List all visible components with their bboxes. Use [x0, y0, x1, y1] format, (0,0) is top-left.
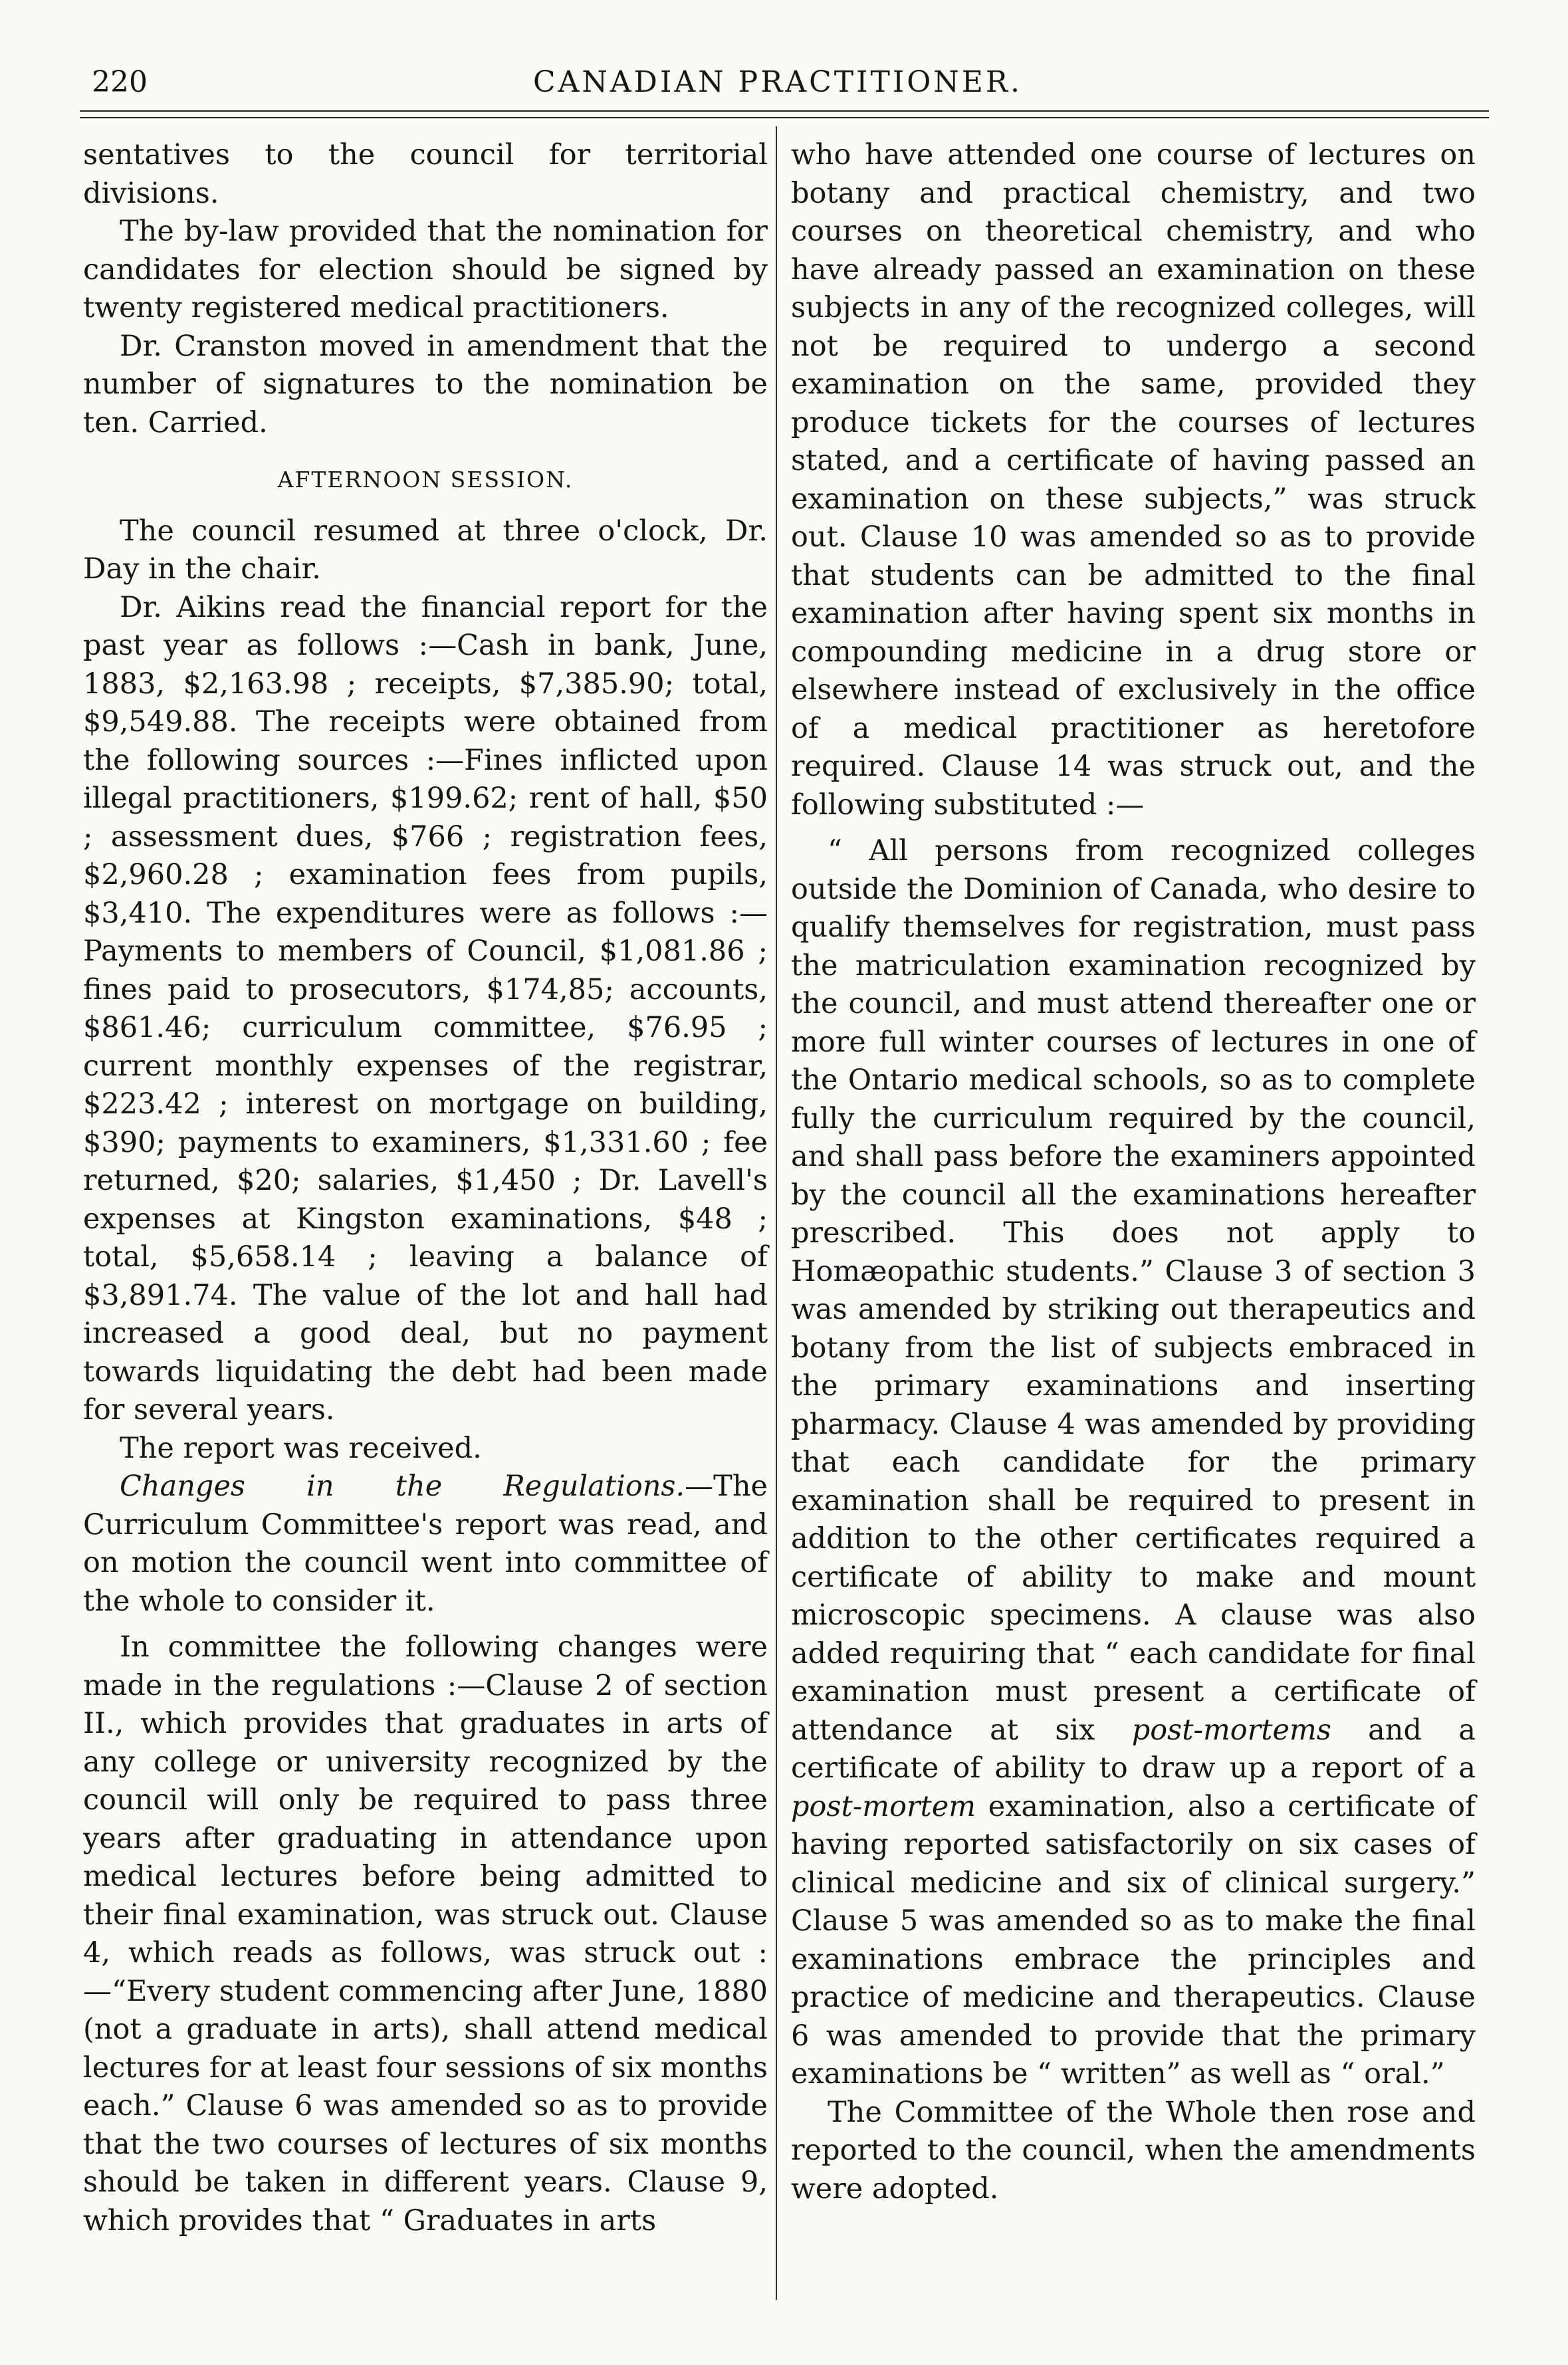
left-column: [83, 136, 768, 2240]
header-rule-bottom: [80, 117, 1489, 118]
paragraph: The Committee of the Whole then rose and reported to the council, when the amendments were adopted.: [791, 2095, 1476, 2205]
italic-heading: Changes in the Regulations.: [120, 1470, 685, 1503]
paragraph: The by-law provided that the nomination for candidates for election should be signed by twenty registered medical practitioners.: [83, 215, 768, 324]
paragraph: Dr. Cranston moved in amendment that the number of signatures to the nomination be ten. Carried.: [83, 329, 768, 439]
column-divider: [776, 126, 777, 2300]
paragraph: In committee the following changes were made in the regulations :—Clause 2 of section II., which provides that graduates in arts of any college or university recognized by the council will only be required to pass three years after graduating in attendance upon medical lectures before being admitted to their final examination, was struck out. Clause 4, which reads as follows, was struck out :—“Every student commencing after June, 1880 (not a graduate in arts), shall attend medical lectures for at least four sessions of six months each.” Clause 6 was amended so as to provide that the two courses of lectures of six months should be taken in different years. Clause 9, which provides that “ Graduates in arts: [83, 1631, 768, 2237]
running-title: CANADIAN PRACTITIONER.: [532, 65, 1023, 99]
paragraph: who have attended one course of lectures on botany and practical chemistry, and two courses on theoretical chemistry, and who have already passed an examination on these subjects in any of the recognized colleges, will not be required to undergo a second examination on the same, provided they produce tickets for the courses of lectures stated, and a certificate of having passed an examination on these subjects,” was struck out. Clause 10 was amended so as to provide that students can be admitted to the final examination after having spent six months in compounding medicine in a drug store or elsewhere instead of exclusively in the office of a medical practitioner as heretofore required. Clause 14 was struck out, and the following substituted :—: [791, 138, 1476, 822]
paragraph-text: “ All persons from recognized colleges outside the Dominion of Canada, who desire to qualify themselves for registration, must pass the matriculation examination recognized by the council, and must attend thereafter one or more full winter courses of lectures in one of the Ontario medical schools, so as to complete fully the curriculum required by the council, and shall pass before the examiners appointed by the council all the examinations hereafter prescribed. This does not apply to Homæopathic students.” Clause 3 of section 3 was amended by striking out therapeutics and botany from the list of subjects embraced in the primary examinations and inserting pharmacy. Clause 4 was amended by providing that each candidate for the primary examination shall be required to present in addition to the other certificates required a certificate of ability to make and mount microscopic specimens. A clause was also added requiring that “ each candidate for final examination must present a certificate of attendance at six: [791, 834, 1476, 1747]
italic-term: post-mortem: [791, 1789, 976, 1823]
paragraph: Dr. Aikins read the financial report for the past year as follows :—Cash in bank, June, 1883, $2,163.98 ; receipts, $7,385.90; total, $9,549.88. The receipts were obtained from the following sources :—Fines inflicted upon illegal practitioners, $199.62; rent of hall, $50 ; assessment dues, $766 ; registration fees, $2,960.28 ; examination fees from pupils, $3,410. The expenditures were as follows :—Payments to members of Council, $1,081.86 ; fines paid to prosecutors, $174,85; accounts, $861.46; curriculum committee, $76.95 ; current monthly expenses of the registrar, $223.42 ; interest on mortgage on building, $390; payments to examiners, $1,331.60 ; fee returned, $20; salaries, $1,450 ; Dr. Lavell's expenses at Kingston examinations, $48 ; total, $5,658.14 ; leaving a balance of $3,891.74. The value of the lot and hall had increased a good deal, but no payment towards liquidating the debt had been made for several years.: [83, 590, 768, 1426]
paragraph: The report was received.: [120, 1431, 482, 1465]
page-header: [80, 58, 1476, 112]
paragraph: sentatives to the council for territorial divisions.: [83, 138, 768, 210]
paragraph: [791, 832, 1476, 2094]
italic-term: post-mortems: [1131, 1713, 1331, 1747]
paragraph-text: —The Curriculum Committee's report was read, and on motion the council went into committee of the whole to consider it.: [83, 1470, 768, 1618]
right-column: [791, 136, 1476, 2208]
paragraph-text: and a certificate of ability to draw up a report of a: [791, 1713, 1476, 1785]
paragraph: The council resumed at three o'clock, Dr. Day in the chair.: [83, 514, 768, 586]
paragraph-text: examination, also a certificate of having reported satisfactorily on six cases of clinical medicine and six of clinical surgery.” Clause 5 was amended so as to make the final examinations embrace the principles and practice of medicine and therapeutics. Clause 6 was amended to provide that the primary examinations be “ written” as well as “ oral.”: [791, 1789, 1476, 2090]
section-subheading: AFTERNOON SESSION.: [277, 467, 574, 493]
header-rule-top: [80, 110, 1489, 112]
paragraph: [83, 1468, 768, 1621]
page-number: 220: [92, 65, 148, 99]
